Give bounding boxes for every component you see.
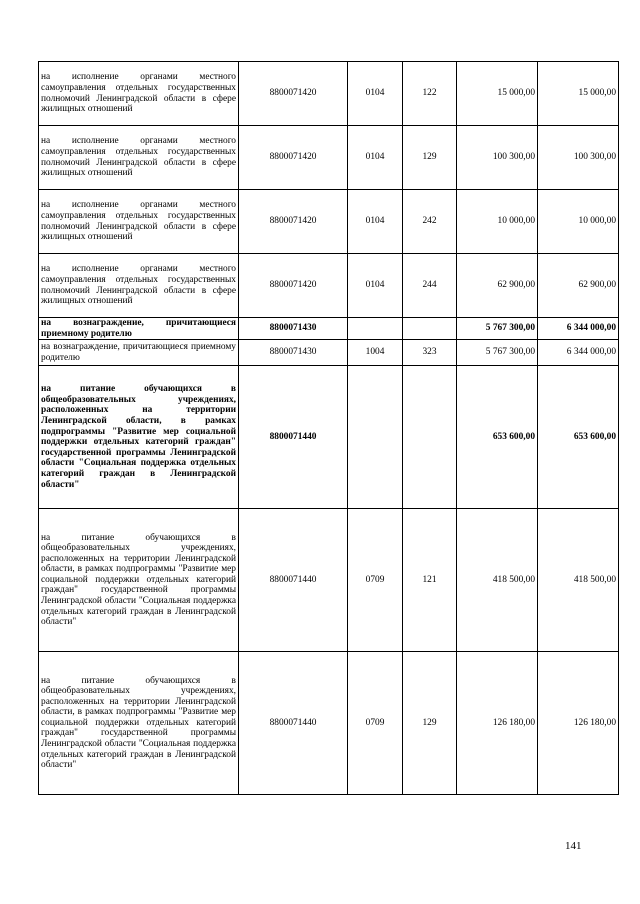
table-row: [39, 509, 619, 652]
section-code-cell: 0104: [348, 62, 403, 126]
table-row: [39, 190, 619, 254]
amount-year1-cell: 5 767 300,00: [457, 318, 538, 340]
section-code-cell: 0709: [348, 509, 403, 652]
csr-code-cell: 8800071440: [239, 509, 348, 652]
amount-year2-cell: 100 300,00: [538, 126, 619, 190]
amount-year2-cell: 62 900,00: [538, 254, 619, 318]
amount-year1-cell: 653 600,00: [457, 366, 538, 509]
row-name-cell: на исполнение органами местного самоуправления отдельных государственных полномочий Ленинградской области в сфере жилищных отношений: [39, 254, 239, 318]
csr-code-cell: 8800071420: [239, 254, 348, 318]
csr-code-cell: 8800071430: [239, 340, 348, 366]
table-row: [39, 62, 619, 126]
budget-table: [38, 61, 619, 795]
expense-type-cell: 129: [403, 652, 457, 795]
row-name-cell: на питание обучающихся в общеобразовательных учреждениях, расположенных на территории Ленинградской области, в рамках подпрограммы "Развитие мер социальной поддержки отдельных категорий граждан" государственной программы Ленинградской области "Социальная поддержка отдельных категорий граждан в Ленинградской области": [39, 509, 239, 652]
amount-year2-cell: 6 344 000,00: [538, 318, 619, 340]
page-number: 141: [565, 840, 582, 852]
csr-code-cell: 8800071420: [239, 62, 348, 126]
amount-year1-cell: 10 000,00: [457, 190, 538, 254]
csr-code-cell: 8800071420: [239, 190, 348, 254]
expense-type-cell: [403, 318, 457, 340]
expense-type-cell: 244: [403, 254, 457, 318]
section-code-cell: 1004: [348, 340, 403, 366]
csr-code-cell: 8800071440: [239, 366, 348, 509]
section-code-cell: [348, 366, 403, 509]
amount-year1-cell: 418 500,00: [457, 509, 538, 652]
row-name-cell: на вознаграждение, причитающиеся приемному родителю: [39, 340, 239, 366]
expense-type-cell: 242: [403, 190, 457, 254]
amount-year2-cell: 653 600,00: [538, 366, 619, 509]
expense-type-cell: [403, 366, 457, 509]
amount-year1-cell: 126 180,00: [457, 652, 538, 795]
table-row: [39, 366, 619, 509]
amount-year1-cell: 5 767 300,00: [457, 340, 538, 366]
amount-year2-cell: 126 180,00: [538, 652, 619, 795]
section-code-cell: 0709: [348, 652, 403, 795]
amount-year2-cell: 6 344 000,00: [538, 340, 619, 366]
expense-type-cell: 122: [403, 62, 457, 126]
row-name-cell: на питание обучающихся в общеобразовательных учреждениях, расположенных на территории Ленинградской области, в рамках подпрограммы "Развитие мер социальной поддержки отдельных категорий граждан" государственной программы Ленинградской области "Социальная поддержка отдельных категорий граждан в Ленинградской области": [39, 652, 239, 795]
row-name-cell: на исполнение органами местного самоуправления отдельных государственных полномочий Ленинградской области в сфере жилищных отношений: [39, 190, 239, 254]
row-name-cell: на исполнение органами местного самоуправления отдельных государственных полномочий Ленинградской области в сфере жилищных отношений: [39, 62, 239, 126]
expense-type-cell: 323: [403, 340, 457, 366]
amount-year1-cell: 100 300,00: [457, 126, 538, 190]
section-code-cell: 0104: [348, 126, 403, 190]
csr-code-cell: 8800071420: [239, 126, 348, 190]
amount-year2-cell: 15 000,00: [538, 62, 619, 126]
csr-code-cell: 8800071430: [239, 318, 348, 340]
section-code-cell: [348, 318, 403, 340]
section-code-cell: 0104: [348, 254, 403, 318]
amount-year1-cell: 62 900,00: [457, 254, 538, 318]
csr-code-cell: 8800071440: [239, 652, 348, 795]
amount-year2-cell: 10 000,00: [538, 190, 619, 254]
row-name-cell: на питание обучающихся в общеобразовательных учреждениях, расположенных на территории Ленинградской области, в рамках подпрограммы "Развитие мер социальной поддержки отдельных категорий граждан" государственной программы Ленинградской области "Социальная поддержка отдельных категорий граждан в Ленинградской области": [39, 366, 239, 509]
row-name-cell: на вознаграждение, причитающиеся приемному родителю: [39, 318, 239, 340]
table-row: [39, 254, 619, 318]
amount-year1-cell: 15 000,00: [457, 62, 538, 126]
table-row: [39, 652, 619, 795]
row-name-cell: на исполнение органами местного самоуправления отдельных государственных полномочий Ленинградской области в сфере жилищных отношений: [39, 126, 239, 190]
table-row: [39, 340, 619, 366]
section-code-cell: 0104: [348, 190, 403, 254]
table-row: [39, 126, 619, 190]
expense-type-cell: 121: [403, 509, 457, 652]
amount-year2-cell: 418 500,00: [538, 509, 619, 652]
expense-type-cell: 129: [403, 126, 457, 190]
table-row: [39, 318, 619, 340]
